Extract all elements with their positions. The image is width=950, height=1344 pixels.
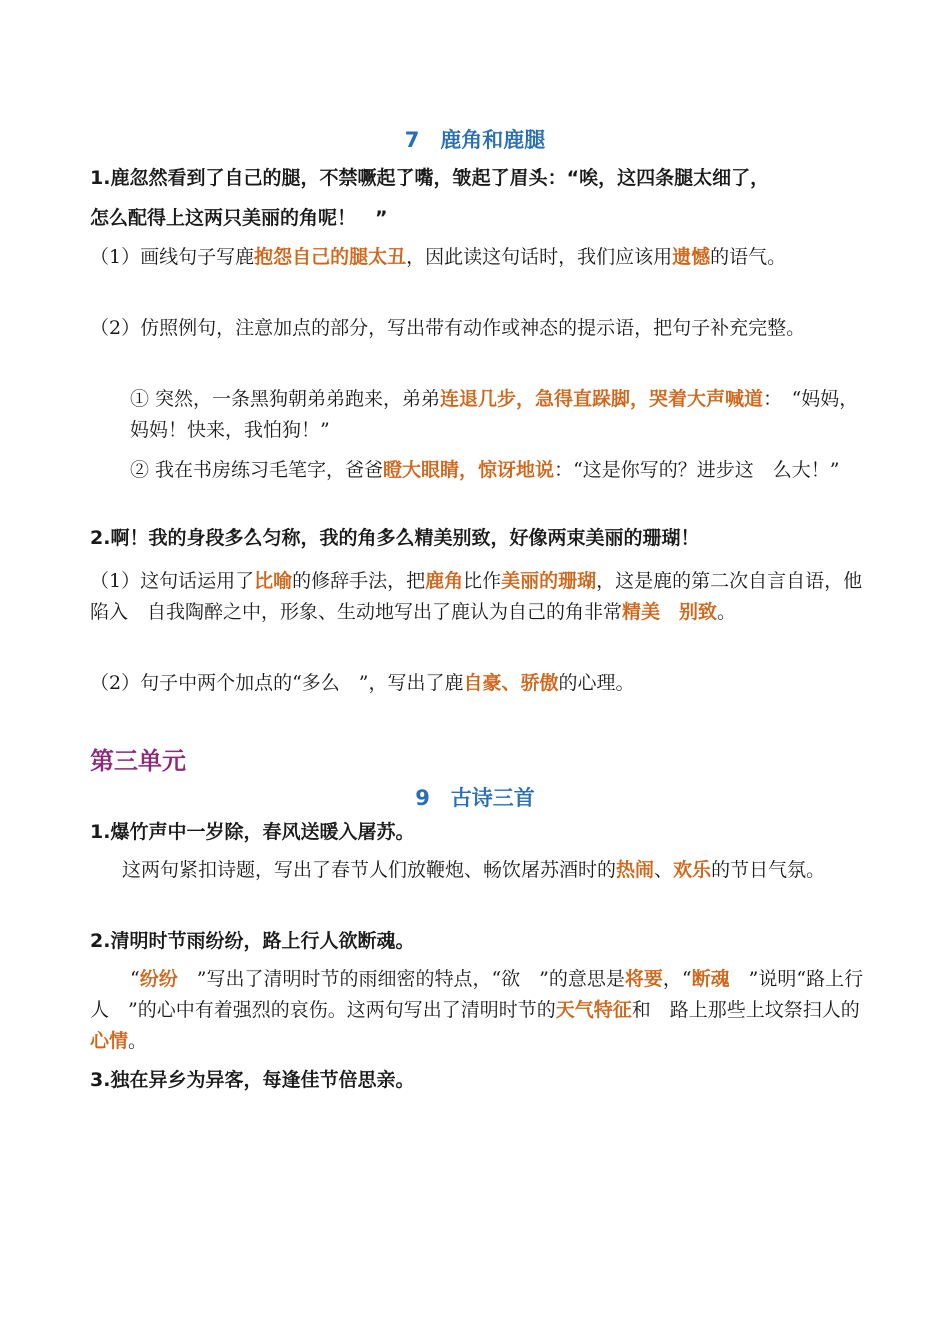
highlight-answer: 瞪大眼睛，惊讶地说: [383, 459, 555, 481]
dotted-char: 噘: [357, 167, 377, 189]
lesson-9-question-1: 1.爆竹声中一岁除，春风送暖入屠苏。: [90, 821, 415, 843]
dotted-char: 起: [376, 167, 396, 189]
dotted-char: 头: [528, 167, 548, 189]
lesson-7-question-1: [90, 158, 870, 238]
answer-text: 和 路上那些上坟祭扫人的: [631, 999, 860, 1021]
highlight-answer: 天气特征: [555, 999, 632, 1021]
highlight-answer: 心情: [90, 1030, 129, 1052]
answer-2-2: [90, 668, 870, 699]
lesson-7-question-2: [90, 518, 870, 558]
highlight-answer: 连退几步，急得直跺脚，哭着大声喊道: [440, 388, 764, 410]
q2-text: 精美别致，好像两束美丽的珊瑚！: [414, 527, 700, 549]
highlight-answer: 热闹: [616, 859, 655, 881]
q1-text-line2: 怎么配得上这两只美丽的角呢！ ”: [90, 207, 388, 229]
answer-text: ，“: [662, 968, 692, 990]
answer-1-1: [90, 242, 870, 273]
dotted-char: 多: [376, 527, 396, 549]
answer-text: 、: [654, 859, 674, 881]
q2-text: 匀称，我的角: [262, 527, 377, 549]
highlight-answer: 欢乐: [673, 859, 712, 881]
highlight-answer: 比喻: [254, 570, 293, 592]
answer-text: 的修辞手法，把: [292, 570, 426, 592]
example-2: [130, 455, 870, 486]
q1-text-b: ，: [433, 167, 453, 189]
answer-text: ”说明“路上行人 ”的心中有着强烈的哀伤。这两句写出了清明时节的: [90, 968, 864, 1021]
answer-text: （1）画线句子写鹿: [90, 246, 255, 268]
dotted-char: 多: [224, 527, 244, 549]
lesson-9-answer-1: [90, 855, 870, 886]
highlight-answer: 美丽的珊瑚: [501, 570, 597, 592]
answer-text: ，因此读这句话时，我们应该用: [406, 246, 673, 268]
dotted-char: 眉: [509, 167, 529, 189]
lesson-9-answer-2: [90, 964, 870, 1057]
dotted-char: 了: [395, 167, 415, 189]
highlight-answer: 鹿角: [425, 570, 464, 592]
lesson-9-question-3: 3.独在异乡为异客，每逢佳节倍思亲。: [90, 1069, 415, 1091]
q2-number: 2.: [90, 527, 111, 549]
answer-text: 比作: [463, 570, 502, 592]
answer-text: ，这是鹿的第二次自言自语，他陷入 自我陶醉之中，形象、生动地写出了鹿认为自己的角非常: [90, 570, 863, 623]
lesson-9-title: 9 古诗三首: [415, 786, 535, 810]
lesson-7-title: 7 鹿角和鹿腿: [404, 128, 546, 152]
answer-text: ② 我在书房练习毛笔字，爸爸: [130, 459, 384, 481]
question-1-2: （2）仿照例句，注意加点的部分，写出带有动作或神态的提示语，把句子补充完整。: [90, 317, 806, 339]
answer-text: 。: [128, 1030, 148, 1052]
answer-text: 的心理。: [558, 672, 635, 694]
answer-text: “: [130, 968, 140, 990]
q1-number: 1.: [90, 167, 111, 189]
dotted-char: 了: [490, 167, 510, 189]
answer-text: ① 突然，一条黑狗朝弟弟跑来，弟弟: [130, 388, 441, 410]
dotted-char: 么: [243, 527, 263, 549]
answer-text: 这两句紧扣诗题，写出了春节人们放鞭炮、畅饮屠苏酒时的: [122, 859, 617, 881]
highlight-answer: 将要: [624, 968, 663, 990]
dotted-char: 嘴: [414, 167, 434, 189]
answer-2-1: [90, 566, 870, 628]
highlight-answer: 精美 别致: [622, 601, 718, 623]
example-1: [130, 384, 870, 446]
answer-text: （2）句子中两个加点的“多么 ”，写出了鹿: [90, 672, 464, 694]
q1-text-c: ：“唉，这四条腿太细了，: [547, 167, 770, 189]
highlight-answer: 断魂: [691, 968, 730, 990]
unit-3-heading: 第三单元: [90, 747, 186, 775]
q1-text-a: 鹿忽然看到了自己的腿，不禁: [110, 167, 358, 189]
answer-text: ”写出了清明时节的雨细密的特点，“欲 ”的意思是: [177, 968, 625, 990]
answer-text: 的语气。: [710, 246, 787, 268]
answer-text: ： “妈妈，妈妈！快来，我怕狗！”: [130, 388, 859, 441]
highlight-answer: 纷纷: [139, 968, 178, 990]
dotted-char: 皱: [452, 167, 472, 189]
answer-text: ：“这是你写的？进步这 么大！”: [554, 459, 840, 481]
lesson-9-question-2: 2.清明时节雨纷纷，路上行人欲断魂。: [90, 930, 415, 952]
dotted-char: 么: [395, 527, 415, 549]
answer-text: 。: [717, 601, 737, 623]
q2-text: 啊！我的身段: [110, 527, 225, 549]
answer-text: 的节日气氛。: [711, 859, 826, 881]
highlight-answer: 自豪、骄傲: [463, 672, 559, 694]
answer-text: （1）这句话运用了: [90, 570, 255, 592]
highlight-answer: 遗憾: [672, 246, 711, 268]
dotted-char: 起: [471, 167, 491, 189]
highlight-answer: 抱怨自己的腿太丑: [254, 246, 407, 268]
